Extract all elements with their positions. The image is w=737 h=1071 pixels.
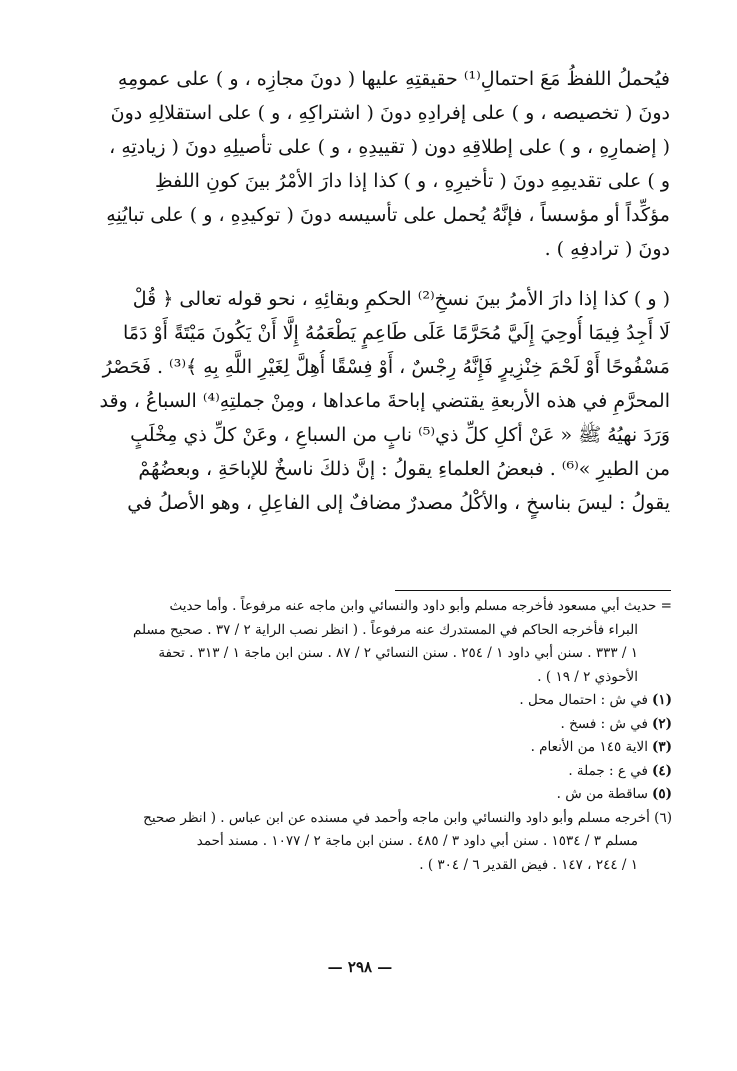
footnote-text: ساقطة من ش .: [556, 786, 648, 802]
footnote-mark: (١): [651, 692, 672, 708]
footnote-divider: [395, 590, 671, 591]
footnote-text: الاية ١٤٥ من الأنعام .: [530, 739, 648, 755]
footnote-mark: (٥): [651, 786, 672, 802]
main-text: [70, 62, 670, 520]
footnote-text: في ش : احتمال محل .: [519, 692, 648, 708]
text-line: و ) على تقديمِهِ دونَ ( تأخيرِهِ ، و ) كذا إذا دارَ الأمْرُ بينَ كونِ اللفظِ: [154, 170, 670, 192]
footnote-2: [70, 713, 672, 737]
footnote-line: ١ / ٢٤٤ ، ١٤٧ . فيض القدير ٦ / ٣٠٤ ) .: [419, 856, 638, 873]
footnote-1: [70, 689, 672, 713]
text-line: دونَ ( تخصيصه ، و ) على إفرادِهِ دونَ ( اشتراكِهِ ، و ) على استقلالِهِ دونَ: [110, 102, 670, 124]
text-line: ( و ) كذا إذا دارَ الأمرُ بينَ نسخِ⁽²⁾ الحكمِ وبقائِهِ ، نحو قوله تعالى ﴿ قُلْ: [132, 288, 670, 310]
footnote-line: = حديث أبي مسعود فأخرجه مسلم وأبو داود والنسائي وابن ماجه عنه مرفوعاً . وأما حديث: [169, 598, 672, 614]
text-line: وَرَدَ نهيُهُ ﷺ « عَنْ أكلِ كلِّ ذي⁽⁵⁾ نابٍ من السباعِ ، وعَنْ كلِّ ذي مِخْلَبٍ: [130, 424, 670, 446]
footnote-6: (٦) أخرجه مسلم وأبو داود والنسائي وابن ماجه وأحمد في مسنده عن ابن عباس . ( انظر صحيح: [143, 809, 672, 826]
text-line: ( إضمارِهِ ، و ) على إطلاقِهِ دون ( تقييدِهِ ، و ) على تأصيلِهِ دونَ ( زيادتِهِ ،: [109, 136, 670, 158]
text-line: المحرَّمِ في هذه الأربعةِ يقتضي إباحةَ ماعداها ، ومِنْ جملتِهِ⁽⁴⁾ السباعُ ، وقد: [99, 390, 670, 412]
text-line: يقولُ : ليسَ بناسخٍ ، والأكْلُ مصدرٌ مضافٌ إلى الفاعِلِ ، وهو الأصلُ في: [127, 492, 670, 514]
quran-verse-line: لَا أَجِدُ فِيمَا أُوحِيَ إِلَيَّ مُحَرَّمًا عَلَى طَاعِمٍ يَطْعَمُهُ إِلَّا أَنْ يَكُونَ مَيْتَةً أَوْ دَمًا: [123, 322, 670, 344]
page-number: — ٢٩٨ —: [327, 958, 393, 976]
footnote-line: ١ / ٣٣٣ . سنن أبي داود ١ / ٢٥٤ . سنن النسائي ٢ / ٨٧ . سنن ابن ماجة ١ / ٣١٣ . تحفة: [158, 645, 638, 661]
footnote-line: الأحوذي ٢ / ١٩ ) .: [537, 668, 638, 685]
text-line: مؤكِّداً أو مؤسساً ، فإنَّهُ يُحمل على تأسيسه دونَ ( توكيدِهِ ، و ) على تبايُنِهِ: [106, 204, 670, 226]
paragraph-gap: [70, 266, 670, 282]
footnote-line: مسلم ٣ / ١٥٣٤ . سنن أبي داود ٣ / ٤٨٥ . سنن ابن ماجة ٢ / ١٠٧٧ . مسند أحمد: [196, 833, 638, 849]
text-line: فيُحملُ اللفظُ مَعَ احتمالِ⁽¹⁾ حقيقتِهِ عليها ( دونَ مجازِه ، و ) على عمومِهِ: [117, 68, 670, 90]
quran-verse-line: مَسْفُوحًا أَوْ لَحْمَ خِنْزِيرٍ فَإِنَّهُ رِجْسٌ ، أَوْ فِسْقًا أُهِلَّ لِغَيْرِ اللَّهِ بِهِ ﴾⁽³⁾ . فَحَصْرُ: [102, 356, 670, 378]
footnote-mark: (٢): [651, 715, 672, 732]
footnote-4: [70, 760, 672, 784]
footnote-text: في ش : فسخ .: [560, 715, 648, 732]
footnote-mark: (٤): [651, 762, 672, 779]
footnote-text: في ع : جملة .: [568, 762, 648, 779]
footnote-mark: (٣): [651, 739, 672, 755]
footnote-line: البراء فأخرجه الحاكم في المستدرك عنه مرفوعاً . ( انظر نصب الراية ٢ / ٣٧ . صحيح مسلم: [132, 621, 638, 638]
text-line: دونَ ( ترادفِهِ ) .: [544, 238, 670, 260]
text-line: من الطيرِ »⁽⁶⁾ . فبعضُ العلماءِ يقولُ : إنَّ ذلكَ ناسخٌ للإباحَةِ ، وبعضُهُمْ: [138, 458, 670, 480]
footnote-5: [70, 783, 672, 807]
footnotes: [70, 595, 672, 877]
footnote-3: [70, 736, 672, 760]
